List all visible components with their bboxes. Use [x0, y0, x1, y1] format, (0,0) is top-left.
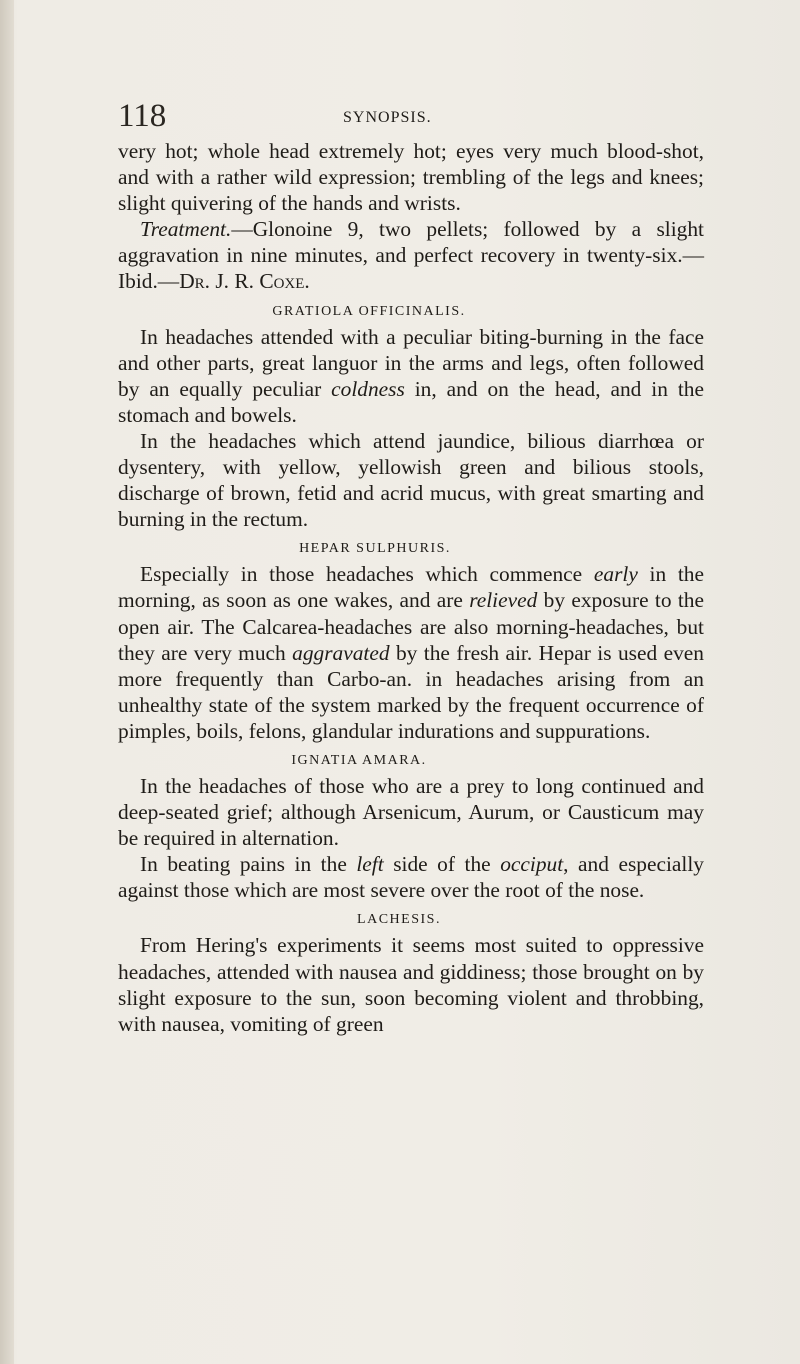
paragraph-text: in the morning, as soon as one wakes, and are: [118, 562, 704, 613]
emphasis: relieved: [469, 588, 538, 613]
paragraph-text: In the headaches which attend jaundice, bilious diarrhœa or dysentery, with yellow, yellowish green and bilious stools, discharge of brown, fetid and acrid mucus, with great smarting and burning in the rectum.: [118, 428, 704, 532]
paragraph: [118, 561, 704, 744]
emphasis: early: [593, 562, 638, 587]
section-heading-gratiola: GRATIOLA OFFICINALIS.: [272, 303, 466, 319]
author-name: Dr. J. R. Coxe.: [179, 269, 310, 294]
page-body: [118, 138, 704, 1037]
section-heading-hepar: HEPAR SULPHURIS.: [299, 541, 451, 557]
page-gutter: [0, 0, 14, 1364]
paragraph: [118, 932, 704, 1036]
paragraph-text: by exposure to the open air. The Calcarea-headaches are also morning-headaches, but they are very much: [118, 588, 704, 665]
paragraph-text: —Glonoine 9, two pellets; followed by a slight aggravation in nine minutes, and perfect recovery in twenty-six.—Ibid.—: [118, 217, 704, 294]
paragraph: [118, 851, 704, 903]
paragraph-text: In beating pains in the: [140, 852, 357, 877]
paragraph-text: In headaches attended with a peculiar biting-burning in the face and other parts, great languor in the arms and legs, often followed by an equally peculiar: [118, 324, 704, 401]
paragraph-text: side of the: [383, 852, 501, 877]
paragraph-text: From Hering's experiments it seems most suited to oppressive headaches, attended with nausea and giddiness; those brought on by slight exposure to the sun, soon becoming violent and throbbing, with nausea, vomiting of green: [118, 933, 704, 1036]
section-heading-ignatia: IGNATIA AMARA.: [291, 752, 427, 768]
emphasis: occiput: [500, 852, 564, 877]
running-head: SYNOPSIS.: [343, 109, 432, 126]
page-header: [0, 96, 800, 136]
page-number: 118: [118, 98, 167, 134]
paragraph: [118, 216, 704, 294]
emphasis: coldness: [331, 376, 405, 401]
emphasis: aggravated: [292, 640, 390, 665]
paragraph-text: In the headaches of those who are a prey to long continued and deep-seated grief; although Arsenicum, Aurum, or Causticum may be required in alternation.: [118, 773, 704, 851]
paragraph: [118, 138, 704, 216]
emphasis: left: [356, 852, 384, 877]
treatment-label: Treatment.: [140, 217, 232, 242]
paragraph: [118, 324, 704, 428]
section-heading-lachesis: LACHESIS.: [357, 912, 441, 928]
paragraph-text: very hot; whole head extremely hot; eyes very much blood-shot, and with a rather wild expression; trembling of the legs and knees; slight quivering of the hands and wrists.: [118, 139, 704, 216]
paragraph-text: , and especially against those which are most severe over the root of the nose.: [118, 852, 704, 903]
paragraph: [118, 428, 704, 532]
paragraph-text: Especially in those headaches which commence: [140, 562, 594, 587]
paragraph: [118, 773, 704, 851]
paragraph-text: in, and on the head, and in the stomach and bowels.: [118, 376, 704, 427]
paragraph-text: by the fresh air. Hepar is used even more frequently than Carbo-an. in headaches arising from an unhealthy state of the system marked by the frequent occurrence of pimples, boils, felons, glandular indurations and suppurations.: [118, 640, 704, 743]
